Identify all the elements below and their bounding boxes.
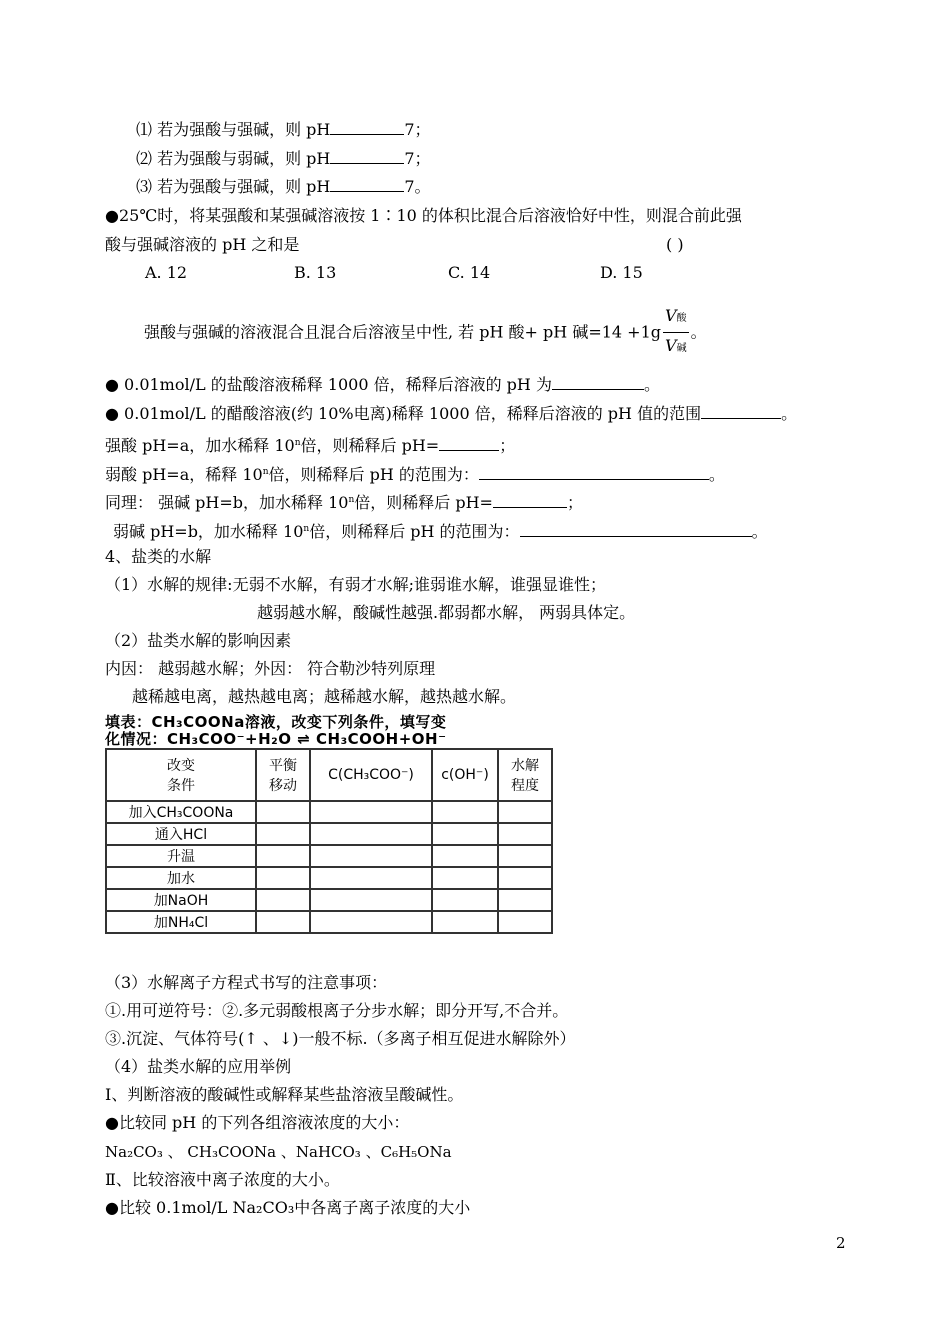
table-row <box>106 845 552 867</box>
header-cell: C(CH₃COO⁻) <box>310 749 432 801</box>
hydrolysis-table <box>105 748 553 934</box>
paragraph: ③.沉淀、气体符号(↑ 、↓)一般不标.（多离子相互促进水解除外） <box>105 1029 576 1048</box>
rule-line <box>144 303 707 362</box>
answer-blank[interactable] <box>701 404 781 419</box>
dilution-q5 <box>105 490 583 513</box>
table-cell[interactable] <box>432 801 498 823</box>
table-row <box>106 823 552 845</box>
q-text: 倍，则稀释后 pH 的范围为： <box>268 465 479 484</box>
q-text: ； <box>499 436 516 455</box>
answer-bracket[interactable]: ( ) <box>666 235 684 254</box>
page-number: 2 <box>836 1234 846 1252</box>
question-1 <box>136 120 431 140</box>
frac-den: V <box>665 336 677 355</box>
q-text: 弱碱 pH=b，加水稀释 10 <box>113 522 304 541</box>
q-text: 。 <box>751 522 768 541</box>
dilution-q2 <box>105 404 797 424</box>
dilution-q1 <box>105 375 660 395</box>
q-text: 。 <box>643 375 660 394</box>
q-text: 弱酸 pH=a，稀释 10 <box>105 465 263 484</box>
paragraph: ●比较同 pH 的下列各组溶液浓度的大小： <box>105 1113 410 1132</box>
paragraph: （2）盐类水解的影响因素 <box>105 631 292 650</box>
answer-blank[interactable] <box>520 522 752 537</box>
table-cell[interactable] <box>256 911 310 933</box>
answer-blank[interactable] <box>552 375 644 390</box>
table-cell[interactable] <box>498 867 552 889</box>
table-cell[interactable] <box>498 845 552 867</box>
q-text: ⑵ 若为强酸与弱碱，则 pH <box>136 149 331 168</box>
table-cell[interactable] <box>432 867 498 889</box>
paragraph: 越弱越水解，酸碱性越强.都弱都水解， 两弱具体定。 <box>257 603 636 622</box>
q-text: 倍，则稀释后 pH= <box>300 436 440 455</box>
rule-end: 。 <box>690 322 707 342</box>
q-text: ⑴ 若为强酸与强碱，则 pH <box>136 120 331 139</box>
exponent: n <box>262 467 269 477</box>
table-cell[interactable] <box>310 801 432 823</box>
ratio-fraction <box>663 303 689 362</box>
table-cell[interactable] <box>498 889 552 911</box>
table-header-row <box>106 749 552 801</box>
formula-list: Na₂CO₃ 、 CH₃COONa 、NaHCO₃ 、C₆H₅ONa <box>105 1143 452 1161</box>
table-cell[interactable] <box>432 889 498 911</box>
row-label: 通入HCl <box>106 823 256 845</box>
q-text: 7。 <box>404 177 431 196</box>
q-text: 倍，则稀释后 pH 的范围为： <box>309 522 520 541</box>
row-label: 加水 <box>106 867 256 889</box>
q-text: 7； <box>404 149 431 168</box>
mc-question: ●25℃时，将某强酸和某强碱溶液按 1∶10 的体积比混合后溶液恰好中性，则混合前此强 <box>105 206 742 225</box>
table-cell[interactable] <box>310 823 432 845</box>
table-cell[interactable] <box>498 801 552 823</box>
paragraph: ①.用可逆符号：②.多元弱酸根离子分步水解；即分开写,不合并。 <box>105 1001 569 1020</box>
q-text: 7； <box>404 120 431 139</box>
dilution-q3 <box>105 433 515 456</box>
table-row <box>106 911 552 933</box>
table-row <box>106 889 552 911</box>
table-cell[interactable] <box>310 889 432 911</box>
frac-num: V <box>665 306 677 325</box>
exponent: n <box>294 438 301 448</box>
option-a[interactable]: A. 12 <box>145 263 188 282</box>
header-cell: 水解 程度 <box>498 749 552 801</box>
table-cell[interactable] <box>256 801 310 823</box>
table-cell[interactable] <box>310 845 432 867</box>
rule-text: 强酸与强碱的溶液混合且混合后溶液呈中性, 若 pH 酸+ pH 碱=14 +1g <box>144 322 661 342</box>
answer-blank[interactable] <box>493 493 567 508</box>
table-caption-2: 化情况：CH₃COO⁻+H₂O ⇌ CH₃COOH+OH⁻ <box>105 730 447 748</box>
header-cell: 平衡 移动 <box>256 749 310 801</box>
paragraph: （4）盐类水解的应用举例 <box>105 1057 292 1076</box>
answer-blank[interactable] <box>439 436 499 451</box>
header-cell: 改变 条件 <box>106 749 256 801</box>
question-2 <box>136 149 431 169</box>
paragraph: 越稀越电离，越热越电离；越稀越水解，越热越水解。 <box>132 687 517 706</box>
exponent: n <box>348 495 355 505</box>
paragraph: （3）水解离子方程式书写的注意事项： <box>105 973 388 992</box>
paragraph: Ⅰ、判断溶液的酸碱性或解释某些盐溶液呈酸碱性。 <box>105 1085 464 1104</box>
table-cell[interactable] <box>498 911 552 933</box>
table-caption-1: 填表：CH₃COONa溶液，改变下列条件，填写变 <box>105 713 447 731</box>
mc-question-cont: 酸与强碱溶液的 pH 之和是 <box>105 235 300 254</box>
table-cell[interactable] <box>256 823 310 845</box>
table-cell[interactable] <box>256 889 310 911</box>
table-cell[interactable] <box>432 911 498 933</box>
paragraph: ●比较 0.1mol/L Na₂CO₃中各离子离子浓度的大小 <box>105 1198 471 1217</box>
question-3 <box>136 177 431 197</box>
paragraph: 内因： 越弱越水解；外因： 符合勒沙特列原理 <box>105 659 436 678</box>
section-heading: 4、盐类的水解 <box>105 547 212 566</box>
q-text: ； <box>566 493 583 512</box>
option-c[interactable]: C. 14 <box>448 263 491 282</box>
answer-blank[interactable] <box>330 177 404 192</box>
q-text: ● 0.01mol/L 的醋酸溶液(约 10%电离)稀释 1000 倍，稀释后溶液的 pH 值的范围 <box>105 404 702 423</box>
table-cell[interactable] <box>432 845 498 867</box>
frac-num-sub: 酸 <box>676 313 687 324</box>
q-text: 强酸 pH=a，加水稀释 10 <box>105 436 295 455</box>
answer-blank[interactable] <box>330 120 404 135</box>
answer-blank[interactable] <box>479 465 709 480</box>
q-text: 倍，则稀释后 pH= <box>354 493 493 512</box>
table-cell[interactable] <box>256 845 310 867</box>
q-text: 同理： 强碱 pH=b，加水稀释 10 <box>105 493 349 512</box>
dilution-q6 <box>113 519 768 542</box>
table-row <box>106 801 552 823</box>
table-cell[interactable] <box>310 867 432 889</box>
table-cell[interactable] <box>432 823 498 845</box>
frac-den-sub: 碱 <box>676 343 687 354</box>
exponent: n <box>303 524 310 534</box>
header-cell: c(OH⁻) <box>432 749 498 801</box>
table-cell[interactable] <box>310 911 432 933</box>
q-text: 。 <box>708 465 725 484</box>
paragraph: （1）水解的规律:无弱不水解，有弱才水解;谁弱谁水解，谁强显谁性； <box>105 575 606 594</box>
table-row <box>106 867 552 889</box>
q-text: ⑶ 若为强酸与强碱，则 pH <box>136 177 331 196</box>
answer-blank[interactable] <box>330 149 404 164</box>
row-label: 加NH₄Cl <box>106 911 256 933</box>
paragraph: Ⅱ、比较溶液中离子浓度的大小。 <box>105 1170 340 1189</box>
q-text: 。 <box>781 404 798 423</box>
row-label: 升温 <box>106 845 256 867</box>
table-cell[interactable] <box>256 867 310 889</box>
q-text: ● 0.01mol/L 的盐酸溶液稀释 1000 倍，稀释后溶液的 pH 为 <box>105 375 552 394</box>
row-label: 加NaOH <box>106 889 256 911</box>
row-label: 加入CH₃COONa <box>106 801 256 823</box>
option-b[interactable]: B. 13 <box>294 263 337 282</box>
option-d[interactable]: D. 15 <box>600 263 643 282</box>
dilution-q4 <box>105 462 725 485</box>
table-cell[interactable] <box>498 823 552 845</box>
